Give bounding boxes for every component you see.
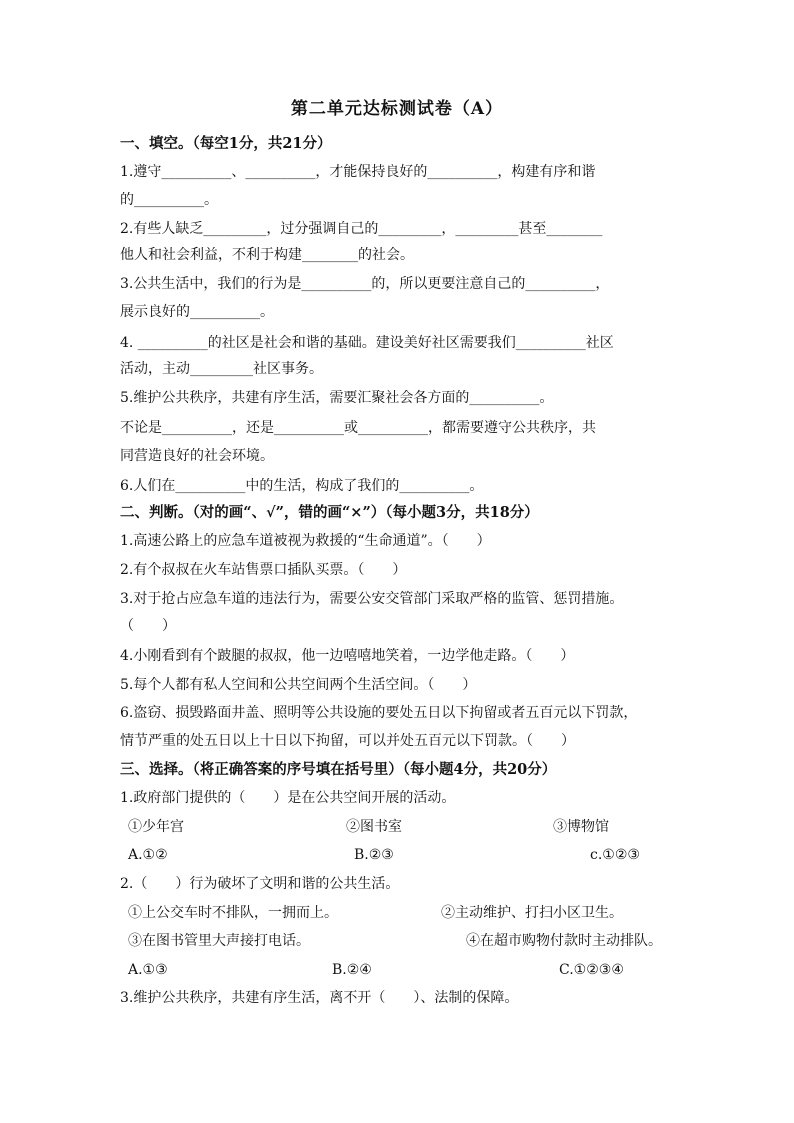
question-line: 2.有些人缺乏_________，过分强调自己的_________，_________甚至________ xyxy=(120,221,603,237)
option-item: ③博物馆 xyxy=(553,819,609,835)
answer-choice: A.①② xyxy=(128,847,168,863)
question-stem: 3.维护公共秩序，共建有序生活，离不开（ ）、法制的保障。 xyxy=(120,990,519,1006)
answer-choice: B.②④ xyxy=(332,962,372,978)
question-line: 2.有个叔叔在火车站售票口插队买票。（ ） xyxy=(120,562,407,578)
question-line: 不论是__________，还是__________或__________，都需要遵守公共秩序，共 xyxy=(120,420,596,436)
option-item: ①少年宫 xyxy=(128,819,184,835)
option-item: ③在图书管里大声接打电话。 xyxy=(128,933,310,949)
question-line: 5.每个人都有私人空间和公共空间两个生活空间。（ ） xyxy=(120,677,477,693)
section-heading-fill-blank: 一、填空。（每空1分，共21分） xyxy=(120,135,332,152)
option-item: ①上公交车时不排队，一拥而上。 xyxy=(128,905,338,921)
question-line: 4.小刚看到有个跛腿的叔叔，他一边嘻嘻地笑着，一边学他走路。（ ） xyxy=(120,648,575,664)
option-item: ②主动维护、打扫小区卫生。 xyxy=(441,905,623,921)
question-line: 3.对于抢占应急车道的违法行为，需要公安交管部门采取严格的监管、惩罚措施。 xyxy=(120,591,624,607)
section-heading-true-false: 二、判断。（对的画“、√”，错的画“×”）（每小题3分，共18分） xyxy=(120,504,539,521)
question-line: 1.遵守__________、__________，才能保持良好的__________，构建有序和谐 xyxy=(120,164,596,180)
page-title: 第二单元达标测试卷（A） xyxy=(290,99,504,119)
question-stem: 2.（ ）行为破坏了文明和谐的公共生活。 xyxy=(120,876,400,892)
question-line: 活动，主动_________社区事务。 xyxy=(120,361,323,377)
question-line: （ ） xyxy=(120,618,176,634)
section-heading-multiple-choice: 三、选择。（将正确答案的序号填在括号里）（每小题4分，共20分） xyxy=(120,761,557,778)
question-line: 6.人们在__________中的生活，构成了我们的__________。 xyxy=(120,478,484,494)
question-line: 情节严重的处五日以上十日以下拘留，可以并处五百元以下罚款。（ ） xyxy=(120,733,575,749)
question-line: 4. __________的社区是社会和谐的基础。建设美好社区需要我们__________社区 xyxy=(120,335,614,351)
question-stem: 1.政府部门提供的（ ）是在公共空间开展的活动。 xyxy=(120,790,456,806)
option-item: ②图书室 xyxy=(346,819,402,835)
question-line: 他人和社会利益，不利于构建________的社会。 xyxy=(120,247,414,263)
question-line: 的__________。 xyxy=(120,192,218,208)
question-line: 同营造良好的社会环境。 xyxy=(120,448,274,464)
question-line: 5.维护公共秩序，共建有序生活，需要汇聚社会各方面的__________。 xyxy=(120,390,554,406)
question-line: 展示良好的__________。 xyxy=(120,304,274,320)
option-item: ④在超市购物付款时主动排队。 xyxy=(466,933,662,949)
answer-choice: c.①②③ xyxy=(590,847,640,863)
question-line: 3.公共生活中，我们的行为是__________的，所以更要注意自己的__________， xyxy=(120,276,610,292)
answer-choice: B.②③ xyxy=(354,847,394,863)
question-line: 6.盗窃、损毁路面井盖、照明等公共设施的要处五日以下拘留或者五百元以下罚款， xyxy=(120,705,638,721)
answer-choice: A.①③ xyxy=(128,962,168,978)
answer-choice: C.①②③④ xyxy=(559,962,624,978)
question-line: 1.高速公路上的应急车道被视为救援的“生命通道”。（ ） xyxy=(120,533,491,549)
